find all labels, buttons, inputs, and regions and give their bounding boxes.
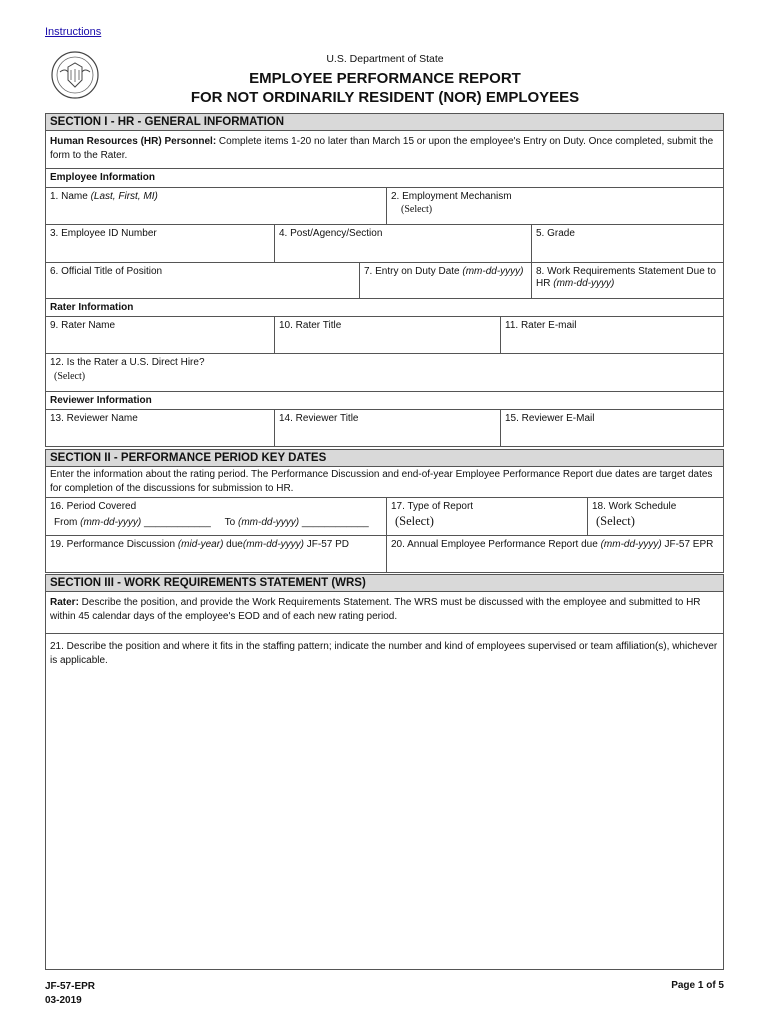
- row-rater-direct-hire: [45, 354, 724, 392]
- period-to-input[interactable]: ____________: [301, 517, 369, 528]
- row-rater: [45, 317, 724, 354]
- field-entry-on-duty[interactable]: 7. Entry on Duty Date (mm-dd-yyyy): [359, 263, 531, 298]
- field-name[interactable]: 1. Name (Last, First, MI): [50, 191, 158, 202]
- field-wrs-due[interactable]: 8. Work Requirements Statement Due to HR (mm-dd-yyyy): [531, 263, 724, 298]
- instructions-link[interactable]: Instructions: [45, 26, 102, 38]
- field-reviewer-name[interactable]: 13. Reviewer Name: [50, 413, 138, 424]
- row-id-post-grade: [45, 225, 724, 263]
- form-identifier: JF-57-EPR 03-2019: [45, 981, 96, 1006]
- section3-header: SECTION III - WORK REQUIREMENTS STATEMENT (WRS): [45, 574, 724, 592]
- form-title-line1: EMPLOYEE PERFORMANCE REPORT: [249, 70, 521, 87]
- field-rater-title[interactable]: 10. Rater Title: [274, 317, 500, 353]
- field-post-agency[interactable]: 4. Post/Agency/Section: [274, 225, 531, 262]
- field-official-title[interactable]: 6. Official Title of Position: [50, 266, 163, 277]
- field-work-schedule[interactable]: 18. Work Schedule (Select): [587, 498, 724, 535]
- field-type-of-report[interactable]: 17. Type of Report (Select): [386, 498, 587, 535]
- row-name-mechanism: [45, 188, 724, 225]
- reviewer-info-heading: Reviewer Information: [45, 392, 724, 410]
- row-title-eod: [45, 263, 724, 299]
- section3-instructions: Rater: Describe the position, and provide the Work Requirements Statement. The WRS must be discussed with the employee and submitted to HR within 45 calendar days of the employee's EOD and of each new rating period.: [45, 592, 724, 634]
- rater-info-heading: Rater Information: [45, 299, 724, 317]
- field-rater-email[interactable]: 11. Rater E-mail: [500, 317, 724, 353]
- employee-info-heading: Employee Information: [45, 169, 724, 188]
- row-discussion-dates: [45, 536, 724, 573]
- agency-name: U.S. Department of State: [326, 53, 444, 65]
- field-employee-id[interactable]: 3. Employee ID Number: [50, 228, 157, 239]
- section1-instructions: Human Resources (HR) Personnel: Complete items 1-20 no later than March 15 or upon the employee's Entry on Duty. Once completed, submit the form to the Rater.: [45, 131, 724, 169]
- rater-direct-hire-select[interactable]: (Select): [54, 371, 86, 382]
- period-from-input[interactable]: ____________: [144, 517, 211, 528]
- page-number: Page 1 of 5: [671, 980, 724, 991]
- field-rater-name[interactable]: 9. Rater Name: [50, 320, 116, 331]
- field-describe-position[interactable]: 21. Describe the position and where it fits in the staffing pattern; indicate the number and kind of employees supervised or team affiliation(s), whichever is applicable.: [45, 634, 724, 970]
- field-reviewer-title[interactable]: 14. Reviewer Title: [274, 410, 500, 446]
- field-employment-mechanism[interactable]: 2. Employment Mechanism (Select): [386, 188, 724, 224]
- form-title-line2: FOR NOT ORDINARILY RESIDENT (NOR) EMPLOYEES: [190, 89, 580, 106]
- field-rater-direct-hire[interactable]: 12. Is the Rater a U.S. Direct Hire? (Select): [46, 354, 724, 391]
- field-performance-discussion[interactable]: 19. Performance Discussion (mid-year) due(mm-dd-yyyy) JF-57 PD: [50, 539, 349, 550]
- field-period-covered[interactable]: 16. Period Covered From (mm-dd-yyyy) ____________ To (mm-dd-yyyy) ____________: [50, 501, 369, 528]
- type-of-report-select[interactable]: (Select): [395, 514, 434, 528]
- field-reviewer-email[interactable]: 15. Reviewer E-Mail: [500, 410, 724, 446]
- row-period: [45, 498, 724, 536]
- section1-header: SECTION I - HR - GENERAL INFORMATION: [45, 113, 724, 131]
- field-annual-report-due[interactable]: 20. Annual Employee Performance Report due (mm-dd-yyyy) JF-57 EPR: [386, 536, 724, 572]
- section2-header: SECTION II - PERFORMANCE PERIOD KEY DATES: [45, 449, 724, 467]
- work-schedule-select[interactable]: (Select): [596, 514, 635, 528]
- field-grade[interactable]: 5. Grade: [531, 225, 724, 262]
- section2-intro: Enter the information about the rating period. The Performance Discussion and end-of-year Employee Performance Report due dates are target dates for completion of the discussions for submission to HR.: [45, 467, 724, 498]
- employment-mechanism-select[interactable]: (Select): [401, 204, 433, 215]
- row-reviewer: [45, 410, 724, 447]
